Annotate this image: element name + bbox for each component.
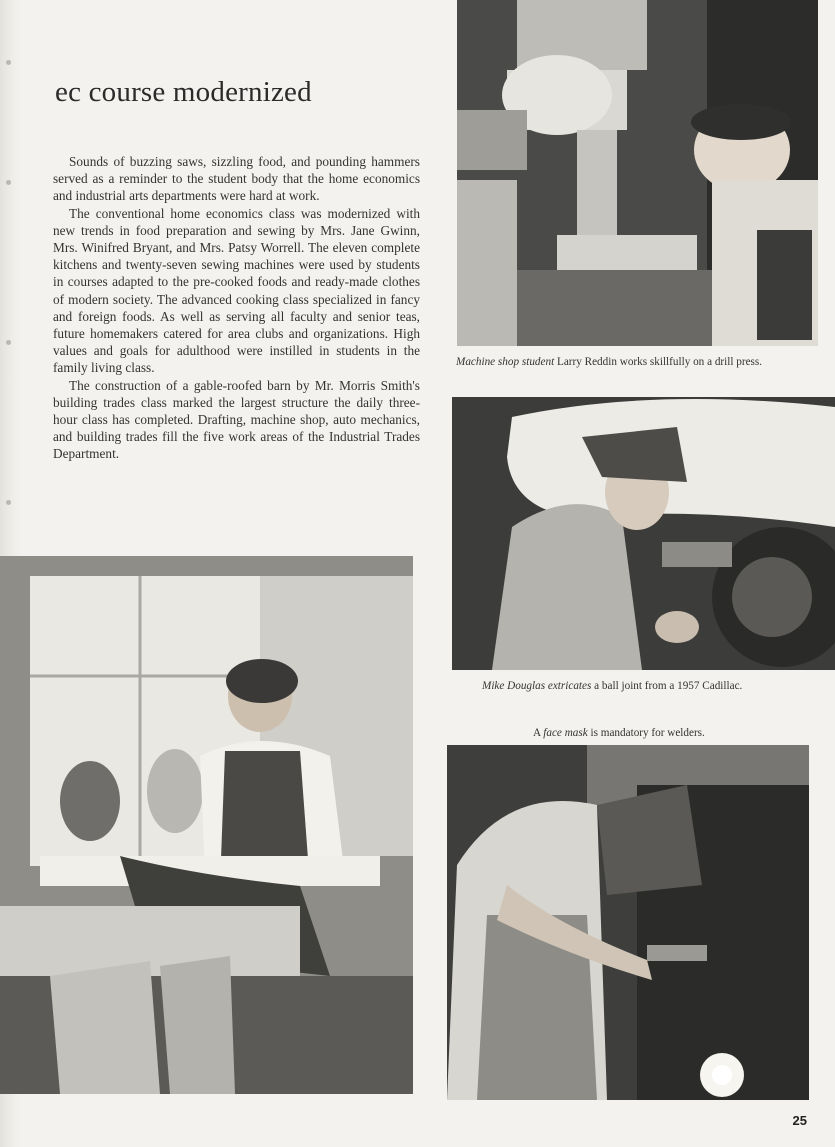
article-body bbox=[53, 153, 420, 463]
paragraph-2: The conventional home economics class was modernized with new trends in food preparation and sewing by Mrs. Jane Gwinn, Mrs. Winifred Bryant, and Mrs. Patsy Worrell. The eleven complete kitchens and twenty-seven sewing machines were used by students in courses adapted to the pre-cooked foods and ready-made clothes of modern society. The advanced cooking class specialized in fancy and foreign foods. As well as serving all faculty and senior teas, future homemakers catered for area clubs and organizations. High values and goals for adulthood were instilled in students in the family living class. bbox=[53, 205, 420, 376]
caption-cadillac-italic: Mike Douglas extricates bbox=[482, 680, 592, 692]
caption-cadillac bbox=[482, 680, 742, 692]
paragraph-3: The construction of a gable-roofed barn by Mr. Morris Smith's building trades class marked the largest structure the daily three-hour class has completed. Drafting, machine shop, auto mechanics, and building trades fill the five work areas of the Industrial Trades Department. bbox=[53, 377, 420, 462]
page-number: 25 bbox=[792, 1113, 807, 1128]
caption-welder-italic: face mask bbox=[543, 727, 588, 739]
caption-welder bbox=[533, 727, 705, 739]
caption-drill-press-italic: Machine shop student bbox=[456, 356, 555, 368]
caption-cadillac-text: a ball joint from a 1957 Cadillac. bbox=[591, 680, 743, 692]
caption-drill-press bbox=[456, 356, 762, 368]
photo-cadillac bbox=[452, 397, 835, 670]
photo-welder bbox=[447, 745, 809, 1100]
caption-welder-text: is mandatory for welders. bbox=[587, 727, 705, 739]
photo-sewing-class bbox=[0, 556, 413, 1094]
caption-welder-prefix: A bbox=[533, 727, 544, 739]
caption-drill-press-text: Larry Reddin works skillfully on a drill press. bbox=[554, 356, 763, 368]
paragraph-1: Sounds of buzzing saws, sizzling food, and pounding hammers served as a reminder to the student body that the home economics and industrial arts departments were hard at work. bbox=[53, 154, 420, 204]
headline: ec course modernized bbox=[55, 76, 312, 108]
photo-drill-press bbox=[457, 0, 818, 346]
